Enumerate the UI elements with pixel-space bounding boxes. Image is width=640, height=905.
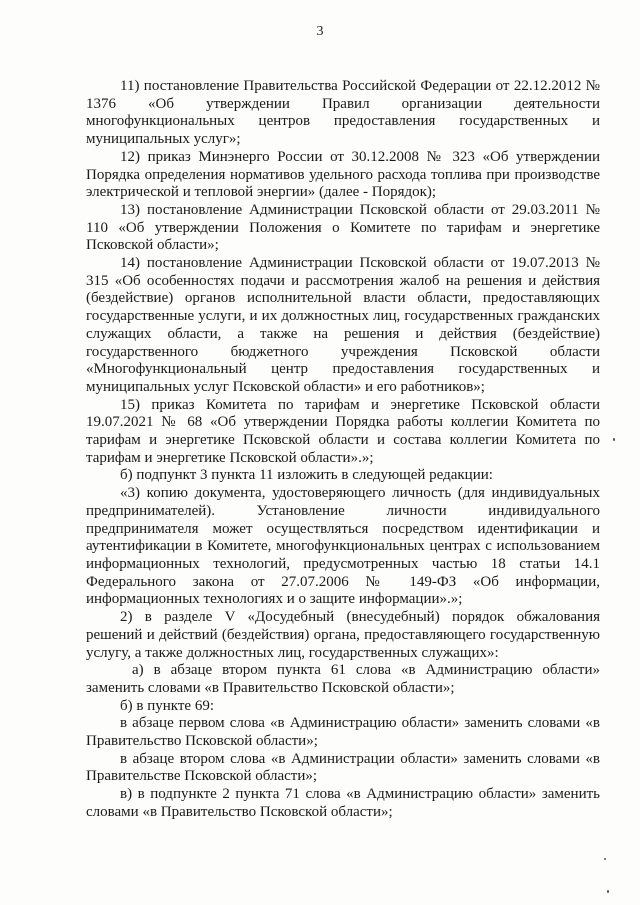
paragraph-69-first-abzac: в абзаце первом слова «в Администрацию области» заменить словами «в Правительство Псковской области»; xyxy=(86,715,600,750)
paragraph-subpoint-b-11: б) подпункт 3 пункта 11 изложить в следующей редакции: xyxy=(120,467,493,484)
paragraph-item-11: 11) постановление Правительства Российской Федерации от 22.12.2012 № 1376 «Об утверждении Правил организации деятельности многофункциональных центров предоставления государственных и муниципальных услуг»; xyxy=(86,78,600,148)
scan-speck xyxy=(607,890,609,893)
scan-speck xyxy=(613,438,615,441)
page-number: 3 xyxy=(316,24,324,39)
paragraph-subpoint-a-61: а) в абзаце втором пункта 61 слова «в Администрацию области» заменить словами «в Правительство Псковской области»; xyxy=(86,662,600,696)
paragraph-quoted-new-text: «3) копию документа, удостоверяющего личность (для индивидуальных предпринимателей). Установление личности индивидуального предпринимателя может осуществляться посредством идентификации и аутентификации в Комитете, многофункциональных центрах с использованием информационных технологий, предусмотренных частью 18 статьи 14.1 Федерального закона от 27.07.2006 № 149-ФЗ «Об информации, информационных технологиях и о защите информации».»; xyxy=(86,485,600,608)
scan-speck xyxy=(604,858,606,860)
paragraph-subpoint-v-71: в) в подпункте 2 пункта 71 слова «в Администрацию области» заменить словами «в Правительство Псковской области»; xyxy=(86,786,600,820)
paragraph-subpoint-b-69: б) в пункте 69: xyxy=(120,697,214,714)
paragraph-section-v: 2) в разделе V «Досудебный (внесудебный) порядок обжалования решений и действий (бездействия) органа, предоставляющего государственную услугу, а также должностных лиц, государственных служащих»: xyxy=(86,609,600,661)
paragraph-item-12: 12) приказ Минэнерго России от 30.12.2008 № 323 «Об утверждении Порядка определения нормативов удельного расхода топлива при производстве электрической и тепловой энергии» (далее - Порядок); xyxy=(86,148,600,201)
paragraph-item-14: 14) постановление Администрации Псковской области от 19.07.2013 № 315 «Об особенностях подачи и рассмотрения жалоб на решения и действия (бездействие) органов исполнительной власти области, предоставляющих государственные услуги, и их должностных лиц, государственных гражданских служащих области, а также на решения и действия (бездействие) государственного бюджетного учреждения Псковской области «Многофункциональный центр предоставления государственных и муниципальных услуг Псковской области» и его работников»; xyxy=(86,255,600,395)
paragraph-69-second-abzac: в абзаце втором слова «в Администрации области» заменить словами «в Правительстве Псковской области»; xyxy=(86,750,600,785)
document-body xyxy=(86,78,600,822)
paragraph-item-15: 15) приказ Комитета по тарифам и энергетике Псковской области 19.07.2021 № 68 «Об утверждении Порядка работы коллегии Комитета по тарифам и энергетике Псковской области и состава коллегии Комитета по тарифам и энергетике Псковской области».»; xyxy=(86,396,600,466)
paragraph-item-13: 13) постановление Администрации Псковской области от 29.03.2011 № 110 «Об утверждении Положения о Комитете по тарифам и энергетике Псковской области»; xyxy=(86,201,600,254)
